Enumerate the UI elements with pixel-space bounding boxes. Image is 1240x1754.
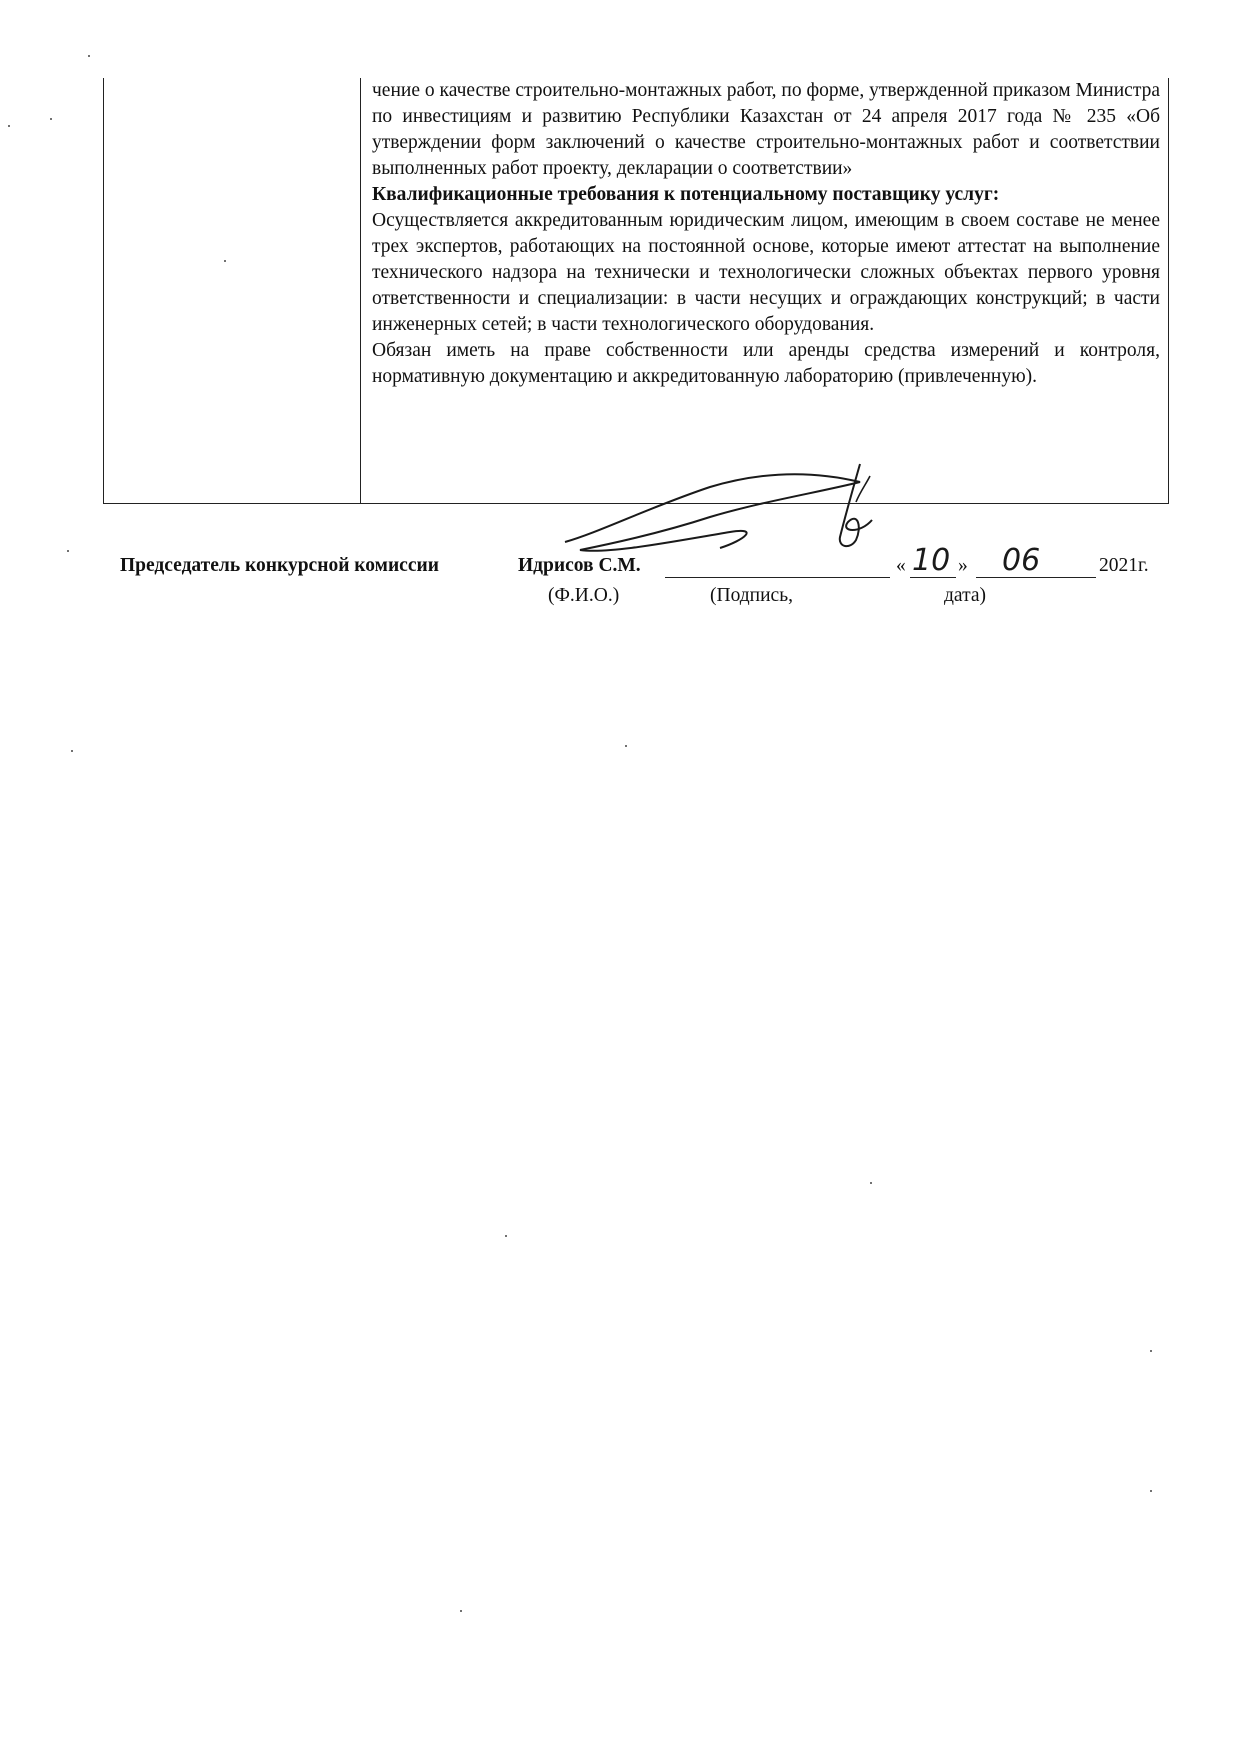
date-year: 2021г. (1099, 555, 1149, 576)
scan-speck (67, 550, 69, 552)
handwritten-signature (560, 462, 890, 562)
date-quote-open: « (896, 555, 906, 576)
scan-speck (870, 1182, 872, 1184)
scan-speck (1150, 1350, 1152, 1352)
date-day: 10 (912, 543, 951, 578)
date-month: 06 (1002, 543, 1041, 578)
caption-fio: (Ф.И.О.) (548, 585, 620, 606)
scan-speck (224, 260, 226, 262)
equipment-paragraph: Обязан иметь на праве собственности или аренды средства измерений и контроля, нормативную документацию и аккредитованную лабораторию (привлеченную). (372, 340, 1160, 387)
caption-date: дата) (944, 585, 986, 606)
table-left-column (104, 78, 361, 503)
scan-speck (1150, 1490, 1152, 1492)
qualification-heading: Квалификационные требования к потенциальному поставщику услуг: (372, 184, 1000, 205)
signature-row (120, 543, 1170, 585)
date-quote-close: » (958, 555, 968, 576)
chairman-name: Идрисов С.М. (518, 555, 641, 576)
scan-speck (88, 55, 90, 57)
scan-speck (71, 750, 73, 752)
table-right-column (372, 78, 1160, 390)
scan-speck (50, 118, 52, 120)
scan-speck (460, 1610, 462, 1612)
requirements-table-fragment (103, 78, 1169, 504)
scan-speck (625, 745, 627, 747)
scan-speck (8, 125, 10, 127)
accreditation-paragraph: Осуществляется аккредитованным юридическим лицом, имеющим в своем составе не менее трех экспертов, работающих на постоянной основе, которые имеют аттестат на выполнение технического надзора на технически и технологически сложных объектах первого уровня ответственности и специализации: в части несущих и ограждающих конструкций; в части инженерных сетей; в части технологического оборудования. (372, 210, 1160, 335)
caption-signature: (Подпись, (710, 585, 793, 606)
chairman-title: Председатель конкурсной комиссии (120, 555, 439, 576)
quality-conclusion-paragraph: чение о качестве строительно-монтажных работ, по форме, утвержденной приказом Министра по инвестициям и развитию Республики Казахстан от 24 апреля 2017 года № 235 «Об утверждении форм заключений о качестве строительно-монтажных работ и соответствии выполненных работ проекту, декларации о соответствии» (372, 80, 1160, 179)
signature-line (665, 577, 890, 578)
scan-speck (505, 1235, 507, 1237)
